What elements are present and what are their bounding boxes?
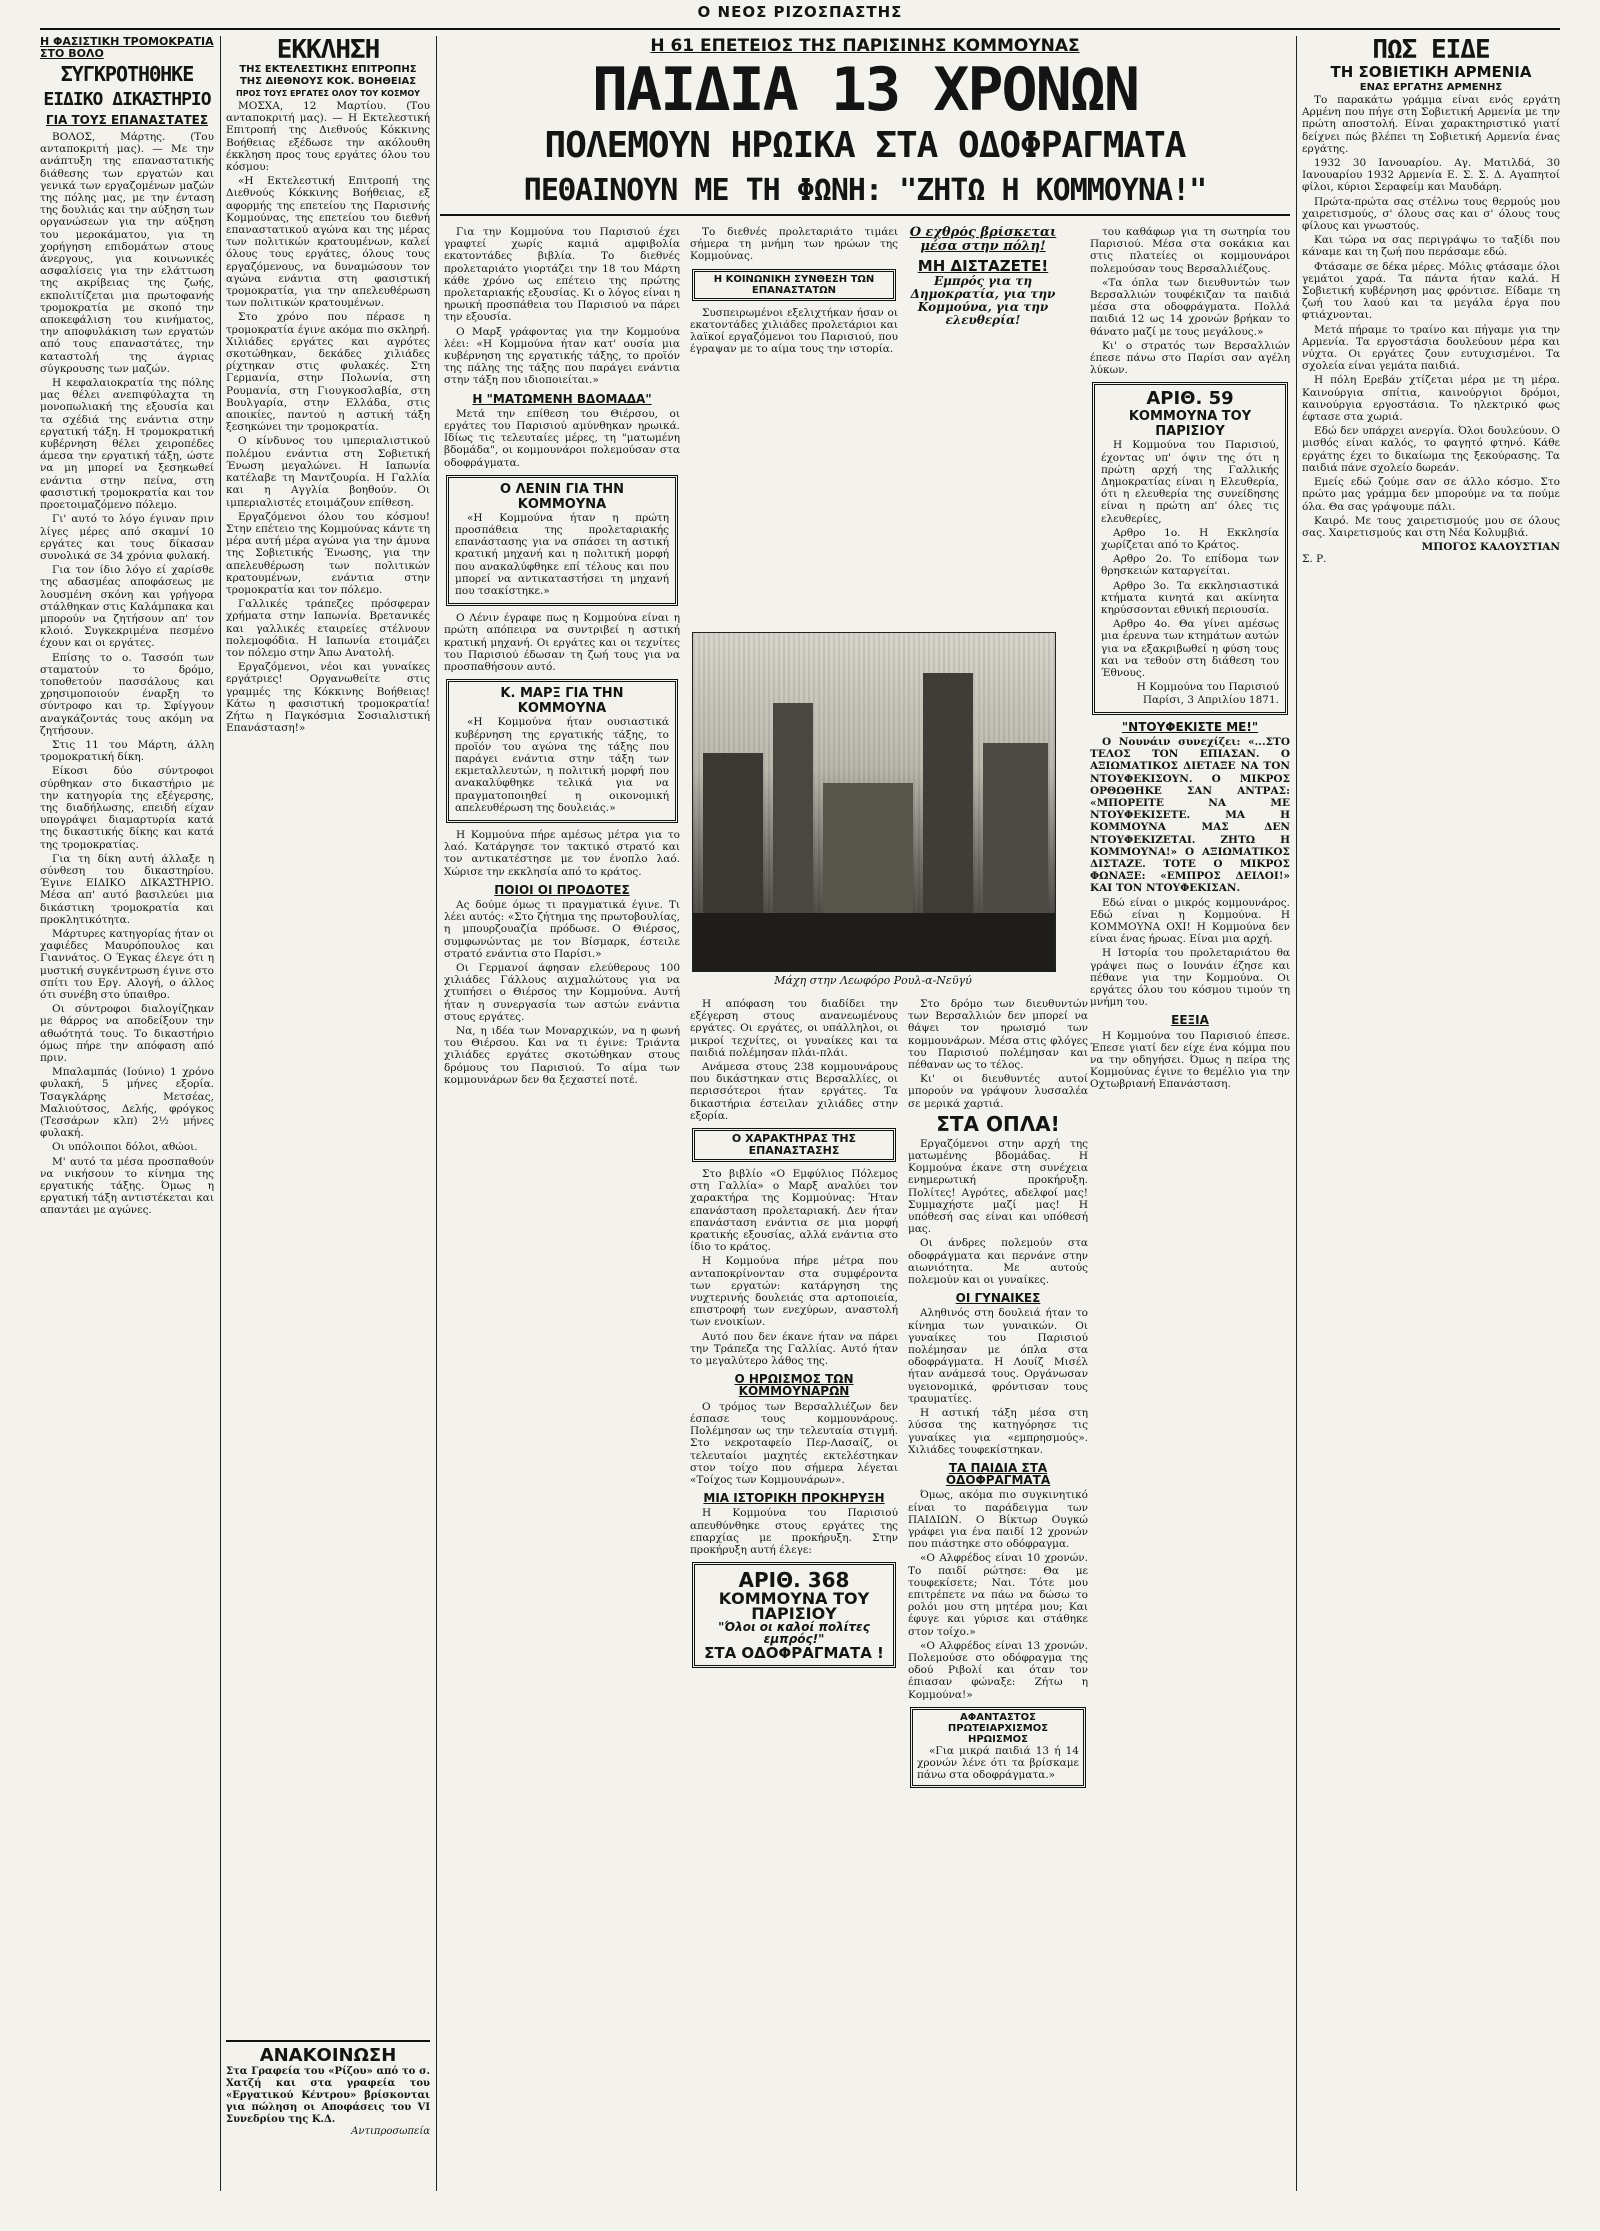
column-divider (1296, 36, 1297, 2191)
paragraph: Εμείς εδώ ζούμε σαν σε άλλο κόσμο. Στο πρώτο μας γράμμα δεν μπορούμε να τα πούμε όλα. Θα σας γράψουμε πάλι. (1302, 476, 1560, 513)
column-divider (436, 36, 437, 2191)
column-2 (226, 36, 430, 2191)
quote: Εμπρός για τη Δημοκρατία, για την Κομμούνα, για την ελευθερία! (910, 274, 1056, 328)
column-4 (690, 226, 898, 626)
paragraph: Η πόλη Ερεβάν χτίζεται μέρα με τη μέρα. Καινούργια σπίτια, καινούργιοι δρόμοι, καινούργια εργοστάσια. Το ηλεκτρικό φως έφτασε στα χωριά. (1302, 374, 1560, 424)
paragraph: «Ο Αλφρέδος είναι 13 χρονών. Πολεμούσε στο οδόφραγμα της οδού Ριβολί και όταν τον έπιασαν φώναξε: Ζήτω η Κομμούνα!» (908, 1639, 1088, 1701)
paragraph: Η απόφαση του διαδίδει την εξέγερση στους ανανεωμένους εργάτες. Οι εργάτες, οι υπάλληλοι, οι μικροί τεχνίτες, οι γυναίκες και τα παιδιά πολέμησαν πλάι-πλάι. (690, 998, 898, 1059)
box-text: «Για μικρά παιδιά 13 ή 14 χρονών λένε ότι τα βρίσκαμε πάνω στα οδοφράγματα.» (917, 1744, 1079, 1782)
paragraph: Οι υπόλοιποι δόλοι, αθώοι. (52, 1141, 198, 1154)
article-headline: ΕΚΚΛΗΣΗ (276, 36, 380, 65)
paragraph: Η Κομμούνα του Παρισιού έπεσε. Έπεσε γιατί δεν είχε ένα κόμμα που να την οδηγήσει. Όμως η πείρα της Κομμούνας έγινε το θεμέλιο για την Οχτωβριανή Επανάσταση. (1090, 1029, 1290, 1091)
article-headline: ΕΙΔΙΚΟ ΔΙΚΑΣΤΗΡΙΟ (43, 89, 211, 110)
paragraph: Ανάμεσα στους 238 κομμουνάρους που δικάστηκαν στις Βερσαλλίες, οι περισσότεροι ήταν εργάτες. Τα δικαστήρια έστειλαν χιλιάδες στην εξορία. (690, 1061, 898, 1122)
box-text: «Η Κομμούνα ήταν ουσιαστικά κυβέρνηση της εργατικής τάξης, το προϊόν του αγώνα της τάξης που παράγει ενάντια στην τάξη των εκμεταλλευτών, η πολιτική μορφή που ανακαλύφθηκε τελικά για να πραγματοποιηθεί η οικονομική απελευθέρωση της δουλειάς.» (455, 716, 669, 814)
paragraph: Στις 11 του Μάρτη, άλλη τρομοκρατική δίκη. (40, 738, 214, 764)
paragraph: Το διεθνές προλεταριάτο τιμάει σήμερα τη μνήμη των ηρώων της Κομμούνας. (690, 226, 898, 263)
paragraph: Στο βιβλίο «Ο Εμφύλιος Πόλεμος στη Γαλλία» ο Μαρξ αναλύει τον χαρακτήρα της Κομμούνας: Ήταν επανάσταση προλεταριακή. Δεν ήταν επανάσταση ενάντια σε μια μορφή κρατικής εξουσίας, αλλά ενάντια στο ίδιο το κράτος. (690, 1168, 898, 1254)
paragraph: Ο Λένιν έγραφε πως η Κομμούνα είναι η πρώτη απόπειρα να συντριβεί η αστική κρατική μηχανή. Οι εργάτες και οι τεχνίτες του Παρισιού έδωσαν τη ζωή τους για να προσπαθήσουν αυτό. (444, 612, 680, 674)
paragraph: Ο κίνδυνος του ιμπεριαλιστικού πολέμου ενάντια στη Σοβιετική Ένωση μεγαλώνει. Η Ιαπωνία κατέλαβε τη Μαντζουρία. Η Γαλλία και η Αγγλία βοηθούν. Οι ιμπεριαλιστές ετοιμάζουν επίθεση. (226, 435, 430, 509)
paragraph: Επίσης το ο. Τασσόπ των σταματούν το δρόμο, τοποθετούν πασσάλους και χρησιμοποιούν έναρξη το σύντροφο και τρ. Σφίγγουν αναγκάζοντάς τους ακόμη να ζητήσουν. (40, 651, 214, 737)
quote-heading: ΜΗ ΔΙΣΤΑΖΕΤΕ! (917, 257, 1049, 275)
column-6 (1090, 226, 1290, 2191)
banner-headline-2: ΠΟΛΕΜΟΥΝ ΗΡΩΙΚΑ ΣΤΑ ΟΔΟΦΡΑΓΜΑΤΑ (544, 125, 1186, 166)
photo-caption: Μάχη στην Λεωφόρο Ρουλ-α-Νεϋγύ (774, 974, 972, 987)
paragraph: Συσπειρωμένοι εξελιχτήκαν ήσαν οι εκατοντάδες χιλιάδες προλετάριοι και λαϊκοί εργαζόμενοι του Παρισιού, που έγραψαν με το αίμα τους την ιστορία. (690, 306, 898, 356)
banner-kicker: Η 61 ΕΠΕΤΕΙΟΣ ΤΗΣ ΠΑΡΙΣΙΝΗΣ ΚΟΜΜΟΥΝΑΣ (650, 36, 1080, 56)
box-text: Αρθρο 2ο. Το επίδομα των θρησκειών καταργείται. (1101, 553, 1279, 578)
quote: Ο εχθρός βρίσκεται μέσα στην πόλη! (909, 226, 1057, 254)
paragraph: Ο τρόμος των Βερσαλλιέζων δεν έσπασε τους κομμουνάρους. Πολέμησαν ως την τελευταία στιγμή. Στο νεκροταφείο Περ-Λασαίζ, οι τελευταίοι μαχητές εκτελέστηκαν στον τοίχο που σήμερα λέγεται «Τοίχος των Κομμουνάρων». (690, 1400, 898, 1486)
paragraph: Οι σύντροφοι διαλογίζηκαν με θάρρος να αποδείξουν την αθωότητά τους. Το δικαστήριο όμως πήρε την απόφαση από πριν. (40, 1003, 214, 1065)
box-text: Αρθρο 4ο. Θα γίνει αμέσως μια έρευνα των κτημάτων αυτών για να εξακριβωθεί η φύση τους και να τεθούν στη διάθεση του Έθνους. (1101, 618, 1279, 680)
article-headline: ΣΥΓΚΡΟΤΗΘΗΚΕ (60, 62, 194, 86)
paragraph: Όμως, ακόμα πιο συγκινητικό είναι το παράδειγμα των ΠΑΙΔΙΩΝ. Ο Βίκτωρ Ουγκώ γράφει για ένα παιδί 12 χρονών που πιάστηκε στο οδόφραγμα. (908, 1489, 1088, 1551)
box-text: «Η Κομμούνα ήταν η πρώτη προσπάθεια της προλεταριακής επανάστασης για να σπάσει τη αστική κρατική μηχανή και η πολιτική μορφή που ανακαλύφθηκε επί τέλους και που μπορεί να αντικαταστήσει τη μηχανή που τσακίστηκε.» (455, 511, 669, 598)
section-heading: ΕΕΞΙΑ (1171, 1013, 1209, 1028)
column-4-lower (690, 998, 898, 2191)
box-text: Αρθρο 1ο. Η Εκκλησία χωρίζεται από το Κράτος. (1101, 526, 1279, 552)
paragraph: Φτάσαμε σε δέκα μέρες. Μόλις φτάσαμε όλοι γεμάτοι χαρά. Τα πάντα ήταν καλά. Η Σοβιετική κυβέρνηση μας φρόντισε. Είδαμε τη ζωή του λαού και τα μεγάλα έργα που φτιάχνονται. (1302, 260, 1560, 322)
paragraph: Στο δρόμο των διευθυντών των Βερσαλλιών δεν μπορεί να θάψει τον ηρωισμό των κομμουνάρων. Μέσα στις φλόγες του Παρισιού πολέμησαν και πέθαναν ως το τέλος. (908, 998, 1088, 1072)
paragraph: Εργαζόμενοι, νέοι και γυναίκες εργάτριες! Οργανωθείτε στις γραμμές της Κόκκινης Βοήθειας! Κάτω η φασιστική τρομοκρατία! Ζήτω η Παγκόσμια Σοσιαλιστική Επανάσταση!» (226, 661, 430, 735)
decree-title: ΚΟΜΜΟΥΝΑ ΤΟΥ ΠΑΡΙΣΙΟΥ (1128, 409, 1252, 440)
paragraph: ΒΟΛΟΣ, Μάρτης. (Του ανταποκριτή μας). — Με την ανάπτυξη της επαναστατικής διάθεσης των εργατών και γενικά των εργαζομένων μαζών της πόλης μας, με την ένταση της δουλιάς και την αύξηση των οργανώσεων για την αύξηση του μεροκάματου, για τη χορήγηση επιδομάτων στους άνεργους, για κοινωνικές ασφαλίσεις για την ελάττωση της ακρίβειας της ζωής, εκπολιτίζεται μια πρωτοφανής τρομοκρατία με σκοπό την αποκεφάλιση του κινήματος, την αποφυλάκιση των εργατών από τους επαναστάτες, την καταστολή της άγριας σύγκρουσης των μαζών. (40, 131, 214, 375)
decree-number: ΑΡΙΘ. 59 (1146, 388, 1234, 410)
banner-headline: ΠΑΙΔΙΑ 13 ΧΡΟΝΩΝ (592, 55, 1138, 125)
paragraph: Μάρτυρες κατηγορίας ήταν οι χαφιέδες Μαυρόπουλος και Γιαννάτος. Ο Έγκας έλεγε ότι η μυστική συγκέντρωση έγινε στο σπίτι του Εργ. Αλογή, ο άλλος ότι συνέβη στο ύπαιθρο. (40, 928, 214, 1002)
top-rule (40, 28, 1560, 30)
quote-box-lenin (446, 475, 678, 606)
heroism-box (910, 1707, 1086, 1789)
paragraph: Η Ιστορία του προλεταριάτου θα γράψει πως ο Ιουνάιν έζησε και πέθανε για την Κομμούνα. Οι εργάτες όλου του κόσμου τιμούν τη μνήμη του. (1090, 947, 1290, 1009)
article-subheadline: ΠΡΟΣ ΤΟΥΣ ΕΡΓΑΤΕΣ ΟΛΟΥ ΤΟΥ ΚΟΣΜΟΥ (236, 89, 420, 98)
paragraph: Αληθινός στη δουλειά ήταν το κίνημα των γυναικών. Οι γυναίκες του Παρισιού πολέμησαν με όπλα στα οδοφράγματα. Η Λουίζ Μισέλ ήταν ανάμεσά τους. Οργάνωσαν υγειονομικά, φρόντισαν τους τραυματίες. (908, 1307, 1088, 1405)
paragraph: Κι' οι διευθυντές αυτοί μπορούν να γράψουν λυσσαλέα σε μερικά χαρτιά. (908, 1073, 1088, 1110)
paragraph: Η Κομμούνα του Παρισιού απευθύνθηκε στους εργάτες της επαρχίας με προκήρυξη. Στην προκήρυξη αυτή έλεγε: (690, 1507, 898, 1556)
box-text: Η Κομμούνα του Παρισιού, έχοντας υπ' όψιν της ότι η πρώτη αρχή της Γαλλικής Δημοκρατίας είναι η Ελευθερία, ότι η ελευθερία της συνείδησης είναι η πρώτη απ' όλες τις ελευθερίες, (1101, 439, 1279, 525)
paragraph: Γαλλικές τράπεζες πρόσφεραν χρήματα στην Ιαπωνία. Βρετανικές και γαλλικές εταιρείες στέλνουν πολεμοφόδια. Η Ιαπωνία ετοιμάζει τον πόλεμο στην Άπω Ανατολή. (226, 598, 430, 659)
column-5 (908, 226, 1058, 626)
article-signature: ΜΠΟΓΟΣ ΚΑΛΟΥΣΤΙΑΝ (1421, 541, 1560, 554)
paragraph: Ας δούμε όμως τι πραγματικά έγινε. Τι λέει αυτός: «Στο ζήτημα της πρωτοβουλίας, η μπουρζουαζία πρόδωσε. Ο Θιέρσος, συμφωνώντας με τον Βίσμαρκ, έστειλε στρατό ενάντια στο Παρίσι.» (444, 898, 680, 960)
paragraph: Ο Νουνάιν συνεχίζει: «...ΣΤΟ ΤΕΛΟΣ ΤΟΝ ΕΠΙΑΣΑΝ. Ο ΑΞΙΩΜΑΤΙΚΟΣ ΔΙΕΤΑΞΕ ΝΑ ΤΟΝ ΝΤΟΥΦΕΚΙΣΟΥΝ. Ο ΜΙΚΡΟΣ ΟΡΘΩΘΗΚΕ ΣΑΝ ΑΝΤΡΑΣ: «ΜΠΟΡΕΙΤΕ ΝΑ ΜΕ ΝΤΟΥΦΕΚΙΣΕΤΕ. ΜΑ Η ΚΟΜΜΟΥΝΑ ΜΑΣ ΔΕΝ ΝΤΟΥΦΕΚΙΖΕΤΑΙ. ΖΗΤΩ Η ΚΟΜΜΟΥΝΑ!» Ο ΑΞΙΩΜΑΤΙΚΟΣ ΔΙΣΤΑΖΕ. ΤΟΤΕ Ο ΜΙΚΡΟΣ ΦΩΝΑΞΕ: «ΕΜΠΡΟΣ ΔΕΙΛΟΙ!» ΚΑΙ ΤΟΝ ΝΤΟΥΦΕΚΙΣΑΝ. (1090, 735, 1290, 895)
section-heading: ΣΤΑ ΟΠΛΑ! (936, 1111, 1060, 1136)
barricade-photo (692, 632, 1056, 972)
paragraph: Η αστική τάξη μέσα στη λύσσα της κατηγόρησε τις γυναίκες για «εμπρησμούς». Χιλιάδες τουφεκίστηκαν. (908, 1407, 1088, 1456)
paragraph: Η Κομμούνα πήρε αμέσως μέτρα για το λαό. Κατάργησε τον τακτικό στρατό και τον αντικατέστησε με τον ένοπλο λαό. Χώρισε την εκκλησία από το κράτος. (444, 828, 680, 878)
column-divider (220, 36, 221, 2191)
paragraph: Εργαζόμενοι όλου του κόσμου! Στην επέτειο της Κομμούνας κάντε τη μέρα αυτή μέρα αγώνα για την άμυνα της Σοβιετικής Ένωσης, για την απελευθέρωση των πολιτικών κρατουμένων, ενάντια στην τρομοκρατία και τον πόλεμο. (226, 510, 430, 596)
section-heading-box (692, 269, 896, 301)
column-5-lower (908, 998, 1088, 2191)
section-heading-box (692, 1128, 896, 1162)
section-heading: Ο ΧΑΡΑΚΤΗΡΑΣ ΤΗΣ ΕΠΑΝΑΣΤΑΣΗΣ (731, 1132, 857, 1158)
column-1 (40, 36, 214, 2191)
box-title: ΑΦΑΝΤΑΣΤΟΣ ΠΡΩΤΕΙΑΡΧΙΣΜΟΣ ΗΡΩΙΣΜΟΣ (947, 1711, 1049, 1745)
paragraph: «Ο Αλφρέδος είναι 10 χρονών. Το παιδί ρώτησε: Θα με τουφεκίσετε; Ναι. Τότε μου επιτρέπετε να πάω να δώσω το ρολόι μου στη μητέρα μου; Και έφυγε και γύρισε και στάθηκε στον τοίχο.» (908, 1552, 1088, 1638)
paragraph: του καθάφωρ για τη σωτηρία του Παρισιού. Μέσα στα σοκάκια και στις πλατείες οι κομμουνάροι πολεμούσαν τους Βερσαλλιέζους. (1090, 226, 1290, 275)
article-subheadline: ΤΗ ΣΟΒΙΕΤΙΚΗ ΑΡΜΕΝΙΑ (1330, 63, 1532, 81)
paragraph: ΜΟΣΧΑ, 12 Μαρτίου. (Του ανταποκριτή μας). — Η Εκτελεστική Επιτροπή της Διεθνούς Κόκκινης Βοήθειας εξέδωσε την ακόλουθη έκκληση προς τους εργάτες όλου του κόσμου: (226, 100, 430, 174)
box-title: Κ. ΜΑΡΞ ΓΙΑ ΤΗΝ ΚΟΜΜΟΥΝΑ (500, 686, 624, 717)
proclamation-subtitle: "Όλοι οι καλοί πολίτες εμπρός!" (718, 1620, 870, 1647)
paragraph: Και τώρα να σας περιγράψω το ταξίδι που κάναμε και τη ζωή που περάσαμε εδώ. (1302, 234, 1560, 259)
box-signature: Η Κομμούνα του Παρισιού Παρίσι, 3 Απριλίου 1871. (1136, 681, 1279, 706)
paragraph: Μπαλαμπάς (Ιούνιο) 1 χρόνο φυλακή, 5 μήνες εξορία. Τσαγκλάρης Μετσέας, Μαλιούτσος, Δελής, φρόγκος (Τεσσάρων κλπ) 2½ μήνες φυλακή. (40, 1066, 214, 1140)
paragraph: Το παρακάτω γράμμα είναι ενός εργάτη Αρμένη που πήγε στη Σοβιετική Αρμενία με την πρώτη αποστολή. Είναι χαρακτηριστικό γιατί δείχνει πώς βλέπει τη Σοβιετική Αρμενία ένας εργάτης. (1302, 94, 1560, 155)
paragraph: Για τον ίδιο λόγο εί χαρίσθε της αδασμέας αποφάσεως με λουσμένη σκόνη και γρήγορα στάλθηκαν στις Καλάμπακα και μπορούν να ζητήσουν απ' τον κλοιό. Συγκεκριμένα πεσμένο έχουν και οι εργάτες. (40, 564, 214, 650)
section-heading: Η ΚΟΙΝΩΝΙΚΗ ΣΥΝΘΕΣΗ ΤΩΝ ΕΠΑΝΑΣΤΑΤΩΝ (713, 273, 875, 296)
section-heading: ΠΟΙΟΙ ΟΙ ΠΡΟΔΟΤΕΣ (494, 882, 630, 897)
paragraph: Είκοσι δύο σύντροφοι σύρθηκαν στο δικαστήριο με την κατηγορία της εξέγερσης, της διαδήλωσης, επειδή είχαν υπογράψει διαμαρτυρία κατά της δικαστικής δίκης και κατά της τρομοκρατίας. (40, 765, 214, 851)
paragraph: Γι' αυτό το λόγο έγιναν πριν λίγες μέρες από σκαμνί 10 εργάτες και τους δίκασαν συνολικά σε 34 χρόνια φυλακή. (40, 513, 214, 562)
section-heading: Ο ΗΡΩΙΣΜΟΣ ΤΩΝ ΚΟΜΜΟΥΝΑΡΩΝ (734, 1372, 854, 1399)
paragraph: Η Κομμούνα πήρε μέτρα που ανταποκρίνονταν στα συμφέροντα των εργατών: κατάργηση της νυχτερινής δουλειάς στα αρτοποιεία, επιστροφή των ενεχύρων, αναστολή των ενοικίων. (690, 1255, 898, 1329)
announcement-title: ΑΝΑΚΟΙΝΩΣΗ (259, 2045, 397, 2066)
paragraph: Ο Μαρξ γράφοντας για την Κομμούνα λέει: «Η Κομμούνα ήταν κατ' ουσία μια κυβέρνηση της εργατικής τάξης, το προϊόν της πάλης της τάξης που παράγει ενάντια στην τάξη που ιδιοποιείται.» (444, 325, 680, 387)
paragraph: Εργαζόμενοι στην αρχή της ματωμένης βδομάδας. Η Κομμούνα έκανε στη συνέχεια ενημερωτική προκήρυξη. Πολίτες! Αγρότες, αδελφοί μας! Συμμαχήστε μαζί μας! Η υπόθεσή σας είναι και υπόθεσή μας. (908, 1137, 1088, 1236)
section-heading: "ΝΤΟΥΦΕΚΙΣΤΕ ΜΕ!" (1121, 719, 1259, 734)
paragraph: Στο χρόνο που πέρασε η τρομοκρατία έγινε ακόμα πιο σκληρή. Χιλιάδες εργάτες και αγρότες σκοτώθηκαν, δεκάδες χιλιάδες ρίχτηκαν στις φυλακές. Στη Γερμανία, στην Πολωνία, στη Ρουμανία, στη Γιουγκοσλαβία, στη Βουλγαρία, στην Ελλάδα, στις αποικίες, παντού η αστική τάξη ξεσηκώνει την τρομοκρατία. (226, 311, 430, 434)
proclamation-title: ΚΟΜΜΟΥΝΑ ΤΟΥ ΠΑΡΙΣΙΟΥ (718, 1589, 870, 1624)
article-signature-initials: Σ. Ρ. (1302, 553, 1327, 566)
article-headline: ΠΩΣ ΕΙΔΕ (1372, 36, 1490, 65)
announcement-text: Στα Γραφεία του «Ρίζου» από το σ. Χατζή και στα γραφεία του «Εργατικού Κέντρου» βρίσκονται για πώληση οι Αποφάσεις του VI Συνεδρίου της Κ.Δ. (226, 2066, 430, 2125)
paragraph: Μετά πήραμε το τραίνο και πήγαμε για την Αρμενία. Τα εργοστάσια δουλεύουν μέρα και νύχτα. Οι εργάτες ζουν ευτυχισμένοι. Τα σχολεία είναι γεμάτα παιδιά. (1302, 323, 1560, 373)
paragraph: Να, η ιδέα των Μοναρχικών, να η φωνή του Θιέρσου. Και να τι έγινε: Τριάντα χιλιάδες εργάτες σκοτώθηκαν στους δρόμους του Παρισιού. Το αίμα των κομμουνάρων δεν θα ξεχαστεί ποτέ. (444, 1024, 680, 1086)
banner-headline-3: ΠΕΘΑΙΝΟΥΝ ΜΕ ΤΗ ΦΩΝΗ: "ΖΗΤΩ Η ΚΟΜΜΟΥΝΑ!" (523, 173, 1207, 208)
proclamation-box-368 (692, 1562, 896, 1667)
paragraph: Καιρό. Με τους χαιρετισμούς μου σε όλους σας. Χαιρετισμούς και στη Νέα Κολυμβιά. (1302, 514, 1560, 539)
announcement-signature: Αντιπροσωπεία (351, 2126, 430, 2137)
proclamation-number: ΑΡΙΘ. 368 (738, 1568, 850, 1593)
paragraph: Μετά την επίθεση του Θιέρσου, οι εργάτες του Παρισιού αμύνθηκαν ηρωικά. Ιδίως τις τελευταίες μέρες, τη "ματωμένη βδομάδα", οι κομμουνάροι πολεμούσαν στα οδοφράγματα. (444, 407, 680, 469)
box-title: Ο ΛΕΝΙΝ ΓΙΑ ΤΗΝ ΚΟΜΜΟΥΝΑ (500, 481, 624, 512)
decree-box-59 (1092, 382, 1288, 714)
paragraph: 1932 30 Ιανουαρίου. Αγ. Ματιλδά, 30 Ιανουαρίου 1932 Αρμενία Ε. Σ. Σ. Δ. Αγαπητοί φίλοι, κύριοι Σεραφείμ και Μαυδάρη. (1302, 157, 1560, 194)
section-heading: ΤΑ ΠΑΙΔΙΑ ΣΤΑ ΟΔΟΦΡΑΓΜΑΤΑ (945, 1460, 1051, 1488)
section-heading: ΟΙ ΓΥΝΑΙΚΕΣ (955, 1291, 1041, 1306)
paragraph: Για τη δίκη αυτή άλλαξε η σύνθεση του δικαστηρίου. Έγινε ΕΙΔΙΚΟ ΔΙΚΑΣΤΗΡΙΟ. Μέσα απ' αυτό βασιλεύει μια δικάστικη τρομοκρατία και προκλητικότητα. (40, 852, 214, 926)
article-subheadline: ΓΙΑ ΤΟΥΣ ΕΠΑΝΑΣΤΑΤΕΣ (45, 113, 209, 127)
article-subheadline: ΤΗΣ ΕΚΤΕΛΕΣΤΙΚΗΣ ΕΠΙΤΡΟΠΗΣ (239, 64, 417, 75)
paragraph: Η κεφαλαιοκρατία της πόλης μας θέλει ανεπιφύλαχτα τη μονοπωλιακή της εξουσία και τα σχέδιά της ενάντια στην εργατική τάξη. Η τρομοκρατική κυβέρνηση θέλει χειροπέδες άμεσα την εργατική τάξη, ώστε να μη μπορεί να ξεσηκωθεί ενάντια στην πείνα, στη φασιστική τρομοκρατία και τον προετοιμαζόμενο πόλεμο. (40, 377, 214, 512)
proclamation-call: ΣΤΑ ΟΔΟΦΡΑΓΜΑΤΑ ! (704, 1643, 884, 1662)
section-heading: Η "ΜΑΤΩΜΕΝΗ ΒΔΟΜΑΔΑ" (472, 391, 652, 406)
paragraph: Για την Κομμούνα του Παρισιού έχει γραφτεί χωρίς καμιά αμφιβολία εκατοντάδες βιβλία. Το διεθνές προλεταριάτο γιορτάζει την 18 του Μάρτη κάθε χρόνο ως επέτειο της πρώτης προλεταριακής εξουσίας. Κι ο λόγος είναι η ηρωική προσπάθεια του Παρισιού να πάρει την εξουσία. (444, 226, 680, 324)
article-subheadline: ΕΝΑΣ ΕΡΓΑΤΗΣ ΑΡΜΕΝΗΣ (1359, 82, 1503, 93)
masthead: Ο ΝΕΟΣ ΡΙΖΟΣΠΑΣΤΗΣ (697, 3, 903, 21)
banner-rule (440, 214, 1290, 216)
box-text: Αρθρο 3ο. Τα εκκλησιαστικά κτήματα κινητά και ακίνητα κηρύσσονται εθνική περιουσία. (1101, 579, 1279, 617)
paragraph: Πρώτα-πρώτα σας στέλνω τους θερμούς μου χαιρετισμούς, σ' όλους σας και σ' όλους τους φίλους και γνωστούς. (1302, 195, 1560, 233)
article-kicker: Η ΦΑΣΙΣΤΙΚΗ ΤΡΟΜΟΚΡΑΤΙΑ ΣΤΟ ΒΟΛΟ (40, 36, 214, 60)
paragraph: Μ' αυτό τα μέσα προσπαθούν να νικήσουν το κίνημα της εργατικής τάξης. Όμως η εργατική τάξη αντιστέκεται και απαντάει με αγώνες. (40, 1155, 214, 1217)
paragraph: Κι' ο στρατός των Βερσαλλιών έπεσε πάνω στο Παρίσι σαν αγέλη λύκων. (1090, 339, 1290, 377)
quote-box-marx (446, 679, 678, 823)
paragraph: Οι Γερμανοί άφησαν ελεύθερους 100 χιλιάδες Γάλλους αιχμαλώτους για να χτυπήσει ο Θιέρσος την Κομμούνα. Αυτή ήταν η συνεργασία των αστών ενάντια στους εργάτες. (444, 961, 680, 1023)
paragraph: «Τα όπλα των διευθυντών των Βερσαλλιών τουφέκιζαν τα παιδιά μέσα στα οδοφράγματα. Πολλά παιδιά 12 ως 14 χρονών βρήκαν το θάνατο μαζί με τους μεγάλους.» (1090, 276, 1290, 338)
paragraph: Οι άνδρες πολεμούν στα οδοφράγματα και περνάνε στην αιωνιότητα. Με αυτούς πολεμούν και οι γυναίκες. (908, 1237, 1088, 1287)
column-7 (1302, 36, 1560, 2191)
paragraph: Εδώ δεν υπάρχει ανεργία. Όλοι δουλεύουν. Ο μισθός είναι καλός, το φαγητό φτηνό. Κάθε εργάτης έχει το δικαίωμα της ξεκούρασης. Τα παιδιά πάνε σχολείο δωρεάν. (1302, 425, 1560, 474)
column-3 (444, 226, 680, 2191)
section-heading: ΜΙΑ ΙΣΤΟΡΙΚΗ ΠΡΟΚΗΡΥΞΗ (703, 1491, 885, 1506)
paragraph: Εδώ είναι ο μικρός κομμουνάρος. Εδώ είναι η Κομμούνα. Η ΚΟΜΜΟΥΝΑ ΟΧΙ! Η Κομμούνα δεν είναι ένας ήρωας. Είναι μια αρχή. (1090, 896, 1290, 946)
paragraph: «Η Εκτελεστική Επιτροπή της Διεθνούς Κόκκινης Βοήθειας, εξ αφορμής της επετείου της Παρισινής Κομμούνας, της επετείου του διεθνή επαναστατικού αγώνα και της μέρας των πολιτικών κρατουμένων, καλεί όλους τους εργάτες, όλους τους εργαζόμενους, να δυναμώσουν τον αγώνα ενάντια στη φασιστική τρομοκρατία, για την απελευθέρωση των πολιτικών κρατουμένων. (226, 175, 430, 310)
announcement (226, 2040, 430, 2138)
paragraph: Αυτό που δεν έκανε ήταν να πάρει την Τράπεζα της Γαλλίας. Αυτό ήταν το μεγαλύτερο λάθος της. (690, 1330, 898, 1368)
article-subheadline: ΤΗΣ ΔΙΕΘΝΟΥΣ ΚΟΚ. ΒΟΗΘΕΙΑΣ (239, 76, 417, 87)
